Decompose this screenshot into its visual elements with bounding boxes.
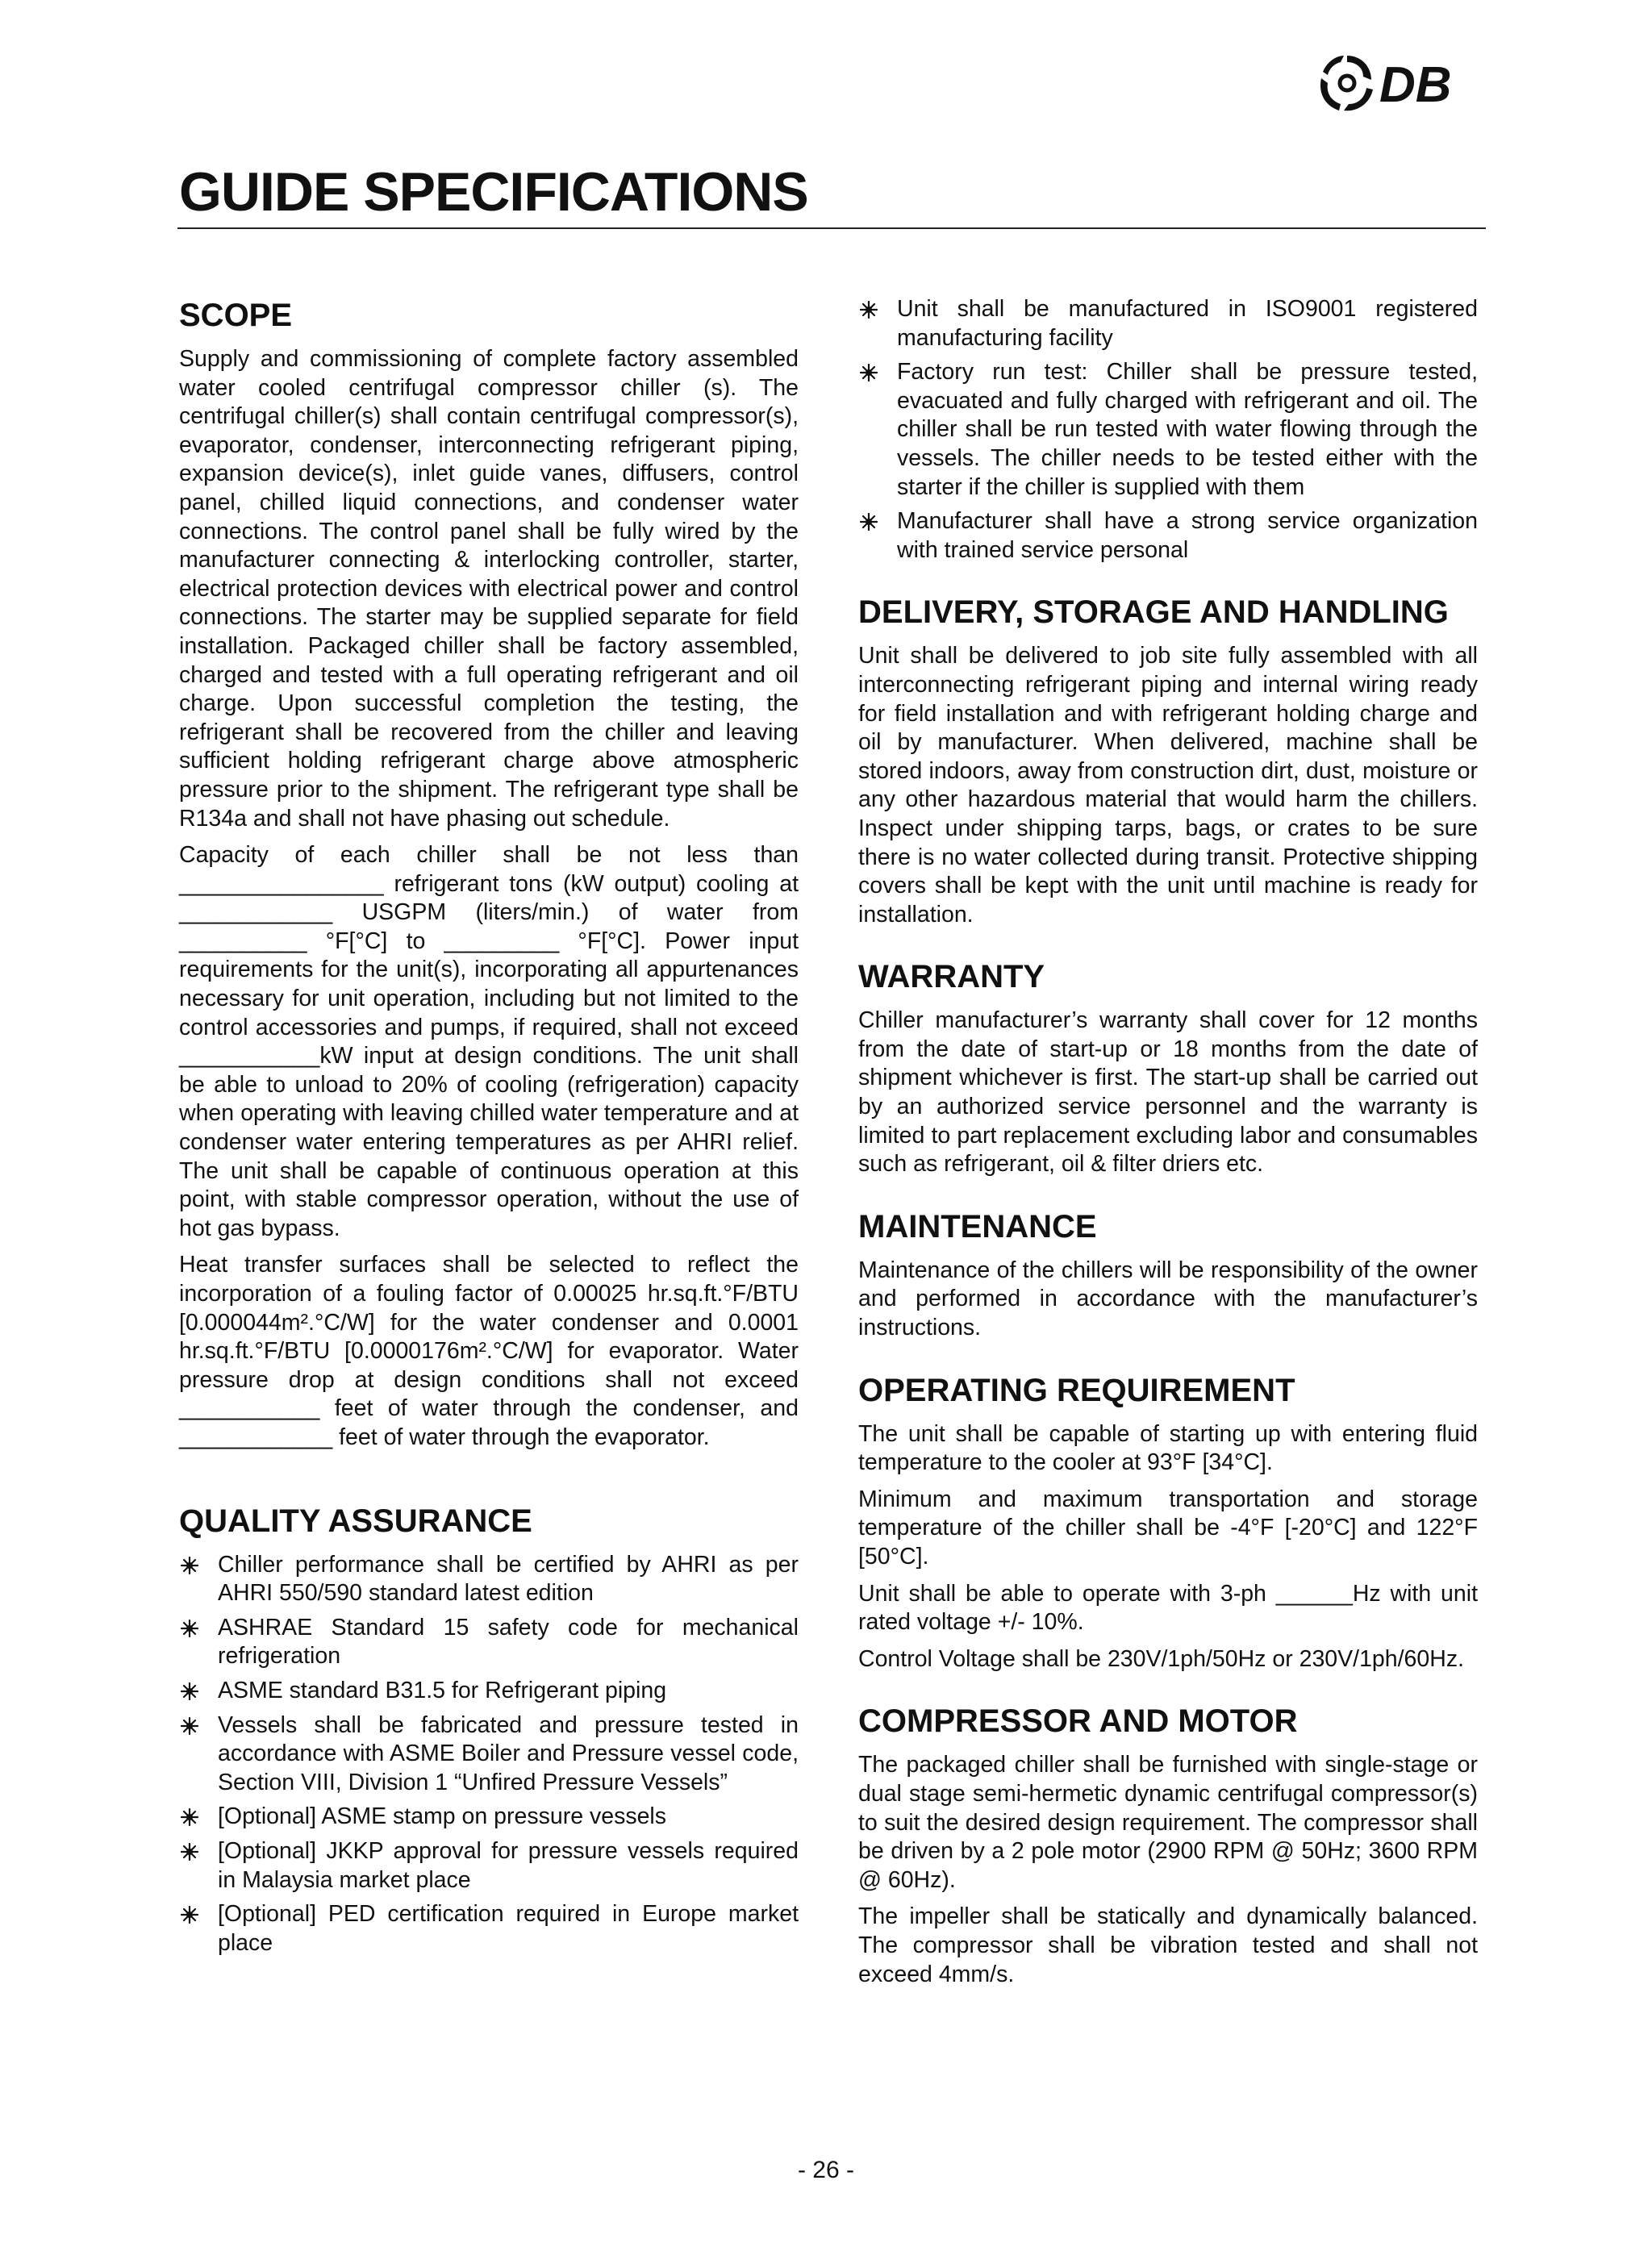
- snowflake-bullet-icon: [181, 1906, 198, 1924]
- operating-heading: OPERATING REQUIREMENT: [858, 1372, 1295, 1408]
- list-item-text: [Optional] JKKP approval for pressure vessels required in Malaysia market place: [218, 1837, 799, 1893]
- page-number: - 26 -: [797, 2157, 855, 2183]
- list-item: [858, 507, 1478, 565]
- list-item-text: Vessels shall be fabricated and pressure tested in accordance with ASME Boiler and Pressure vessel code, Section VIII, Division 1 “Unfired Pressure Vessels”: [218, 1711, 799, 1795]
- operating-section: [858, 1370, 1478, 1674]
- scope-paragraph: Heat transfer surfaces shall be selected to reflect the incorporation of a fouling factor of 0.00025 hr.sq.ft.°F/BTU [0.000044m².°C/W] for the water condenser and 0.0001 hr.sq.ft.°F/BTU [0.0000176m².°C/W] for evaporator. Water pressure drop at design conditions shall not exceed ___________ feet of water through the condenser, and ____________ feet of water through the evaporator.: [179, 1252, 799, 1450]
- snowflake-bullet-icon: [181, 1843, 198, 1861]
- brand-text: DB: [1379, 57, 1452, 113]
- warranty-section: [858, 957, 1478, 1179]
- list-item: [179, 1677, 799, 1706]
- scope-paragraph: Supply and commissioning of complete factory assembled water cooled centrifugal compressor chiller (s). The centrifugal chiller(s) shall contain centrifugal compressor(s), evaporator, condenser, interconnecting refrigerant piping, expansion device(s), inlet guide vanes, diffusers, control panel, chilled liquid connections, and condenser water connections. The control panel shall be fully wired by the manufacturer connecting & interlocking controller, starter, electrical protection devices with electrical power and control connections. The starter may be supplied separate for field installation. Packaged chiller shall be factory assembled, charged and tested with a full operating refrigerant and oil charge. Upon successful completion the testing, the refrigerant shall be recovered from the chiller and leaving sufficient holding refrigerant charge above atmospheric pressure prior to the shipment. The refrigerant type shall be R134a and shall not have phasing out schedule.: [179, 346, 799, 832]
- left-column: [179, 295, 799, 1985]
- scope-heading: SCOPE: [179, 298, 293, 333]
- company-logo: [1313, 47, 1483, 119]
- maintenance-section: [858, 1207, 1478, 1343]
- snowflake-bullet-icon: [860, 513, 878, 531]
- list-item-text: Factory run test: Chiller shall be pressure tested, evacuated and fully charged with refrigerant and oil. The chiller shall be run tested with water flowing through the vessels. The chiller needs to be tested either with the starter if the chiller is supplied with them: [897, 359, 1478, 500]
- list-item: [179, 1900, 799, 1957]
- list-item-text: ASHRAE Standard 15 safety code for mechanical refrigeration: [218, 1614, 799, 1670]
- compressor-section: [858, 1701, 1478, 1989]
- list-item-text: Manufacturer shall have a strong service organization with trained service personal: [897, 508, 1478, 563]
- list-item-text: [Optional] PED certification required in Europe market place: [218, 1901, 799, 1956]
- list-item-text: Unit shall be manufactured in ISO9001 registered manufacturing facility: [897, 296, 1478, 351]
- quality-continued-section: [858, 295, 1478, 565]
- warranty-heading: WARRANTY: [858, 959, 1045, 995]
- compressor-heading: COMPRESSOR AND MOTOR: [858, 1703, 1298, 1740]
- quality-section: [179, 1501, 799, 1958]
- snowflake-bullet-icon: [860, 364, 878, 381]
- snowflake-bullet-icon: [181, 1682, 198, 1700]
- right-column: [858, 295, 1478, 2016]
- delivery-paragraph: Unit shall be delivered to job site fully assembled with all interconnecting refrigerant piping and internal wiring ready for field installation and with refrigerant holding charge and oil by manufacturer. When delivered, machine shall be stored indoors, away from construction dirt, dust, moisture or any other hazardous material that would harm the chillers. Inspect under shipping tarps, bags, or crates to be sure there is no water collected during transit. Protective shipping covers shall be kept with the unit until machine is ready for installation.: [858, 643, 1478, 928]
- list-item: [858, 295, 1478, 352]
- title-divider: [177, 227, 1486, 229]
- list-item: [858, 358, 1478, 502]
- snowflake-bullet-icon: [860, 301, 878, 319]
- quality-list-continued: [858, 295, 1478, 565]
- compressor-paragraph: The impeller shall be statically and dynamically balanced. The compressor shall be vibration tested and shall not exceed 4mm/s.: [858, 1903, 1478, 1987]
- operating-paragraph: Unit shall be able to operate with 3-ph ______Hz with unit rated voltage +/- 10%.: [858, 1580, 1478, 1636]
- snowflake-bullet-icon: [181, 1620, 198, 1637]
- operating-paragraph: Control Voltage shall be 230V/1ph/50Hz or 230V/1ph/60Hz.: [858, 1645, 1465, 1672]
- operating-paragraph: Minimum and maximum transportation and storage temperature of the chiller shall be -4°F [-20°C] and 122°F [50°C].: [858, 1486, 1478, 1570]
- snowflake-bullet-icon: [181, 1717, 198, 1735]
- list-item: [179, 1551, 799, 1608]
- scope-paragraph: Capacity of each chiller shall be not less than ________________ refrigerant tons (kW output) cooling at ____________ USGPM (liters/min.) of water from __________ °F[°C] to _________ °F[°C]. Power input requirements for the unit(s), incorporating all appurtenances necessary for unit operation, including but not limited to the control accessories and pumps, if required, shall not exceed ___________kW input at design conditions. The unit shall be able to unload to 20% of cooling (refrigeration) capacity when operating with leaving chilled water temperature and at condenser water entering temperatures as per AHRI relief. The unit shall be capable of continuous operation at this point, with stable compressor operation, without the use of hot gas bypass.: [179, 842, 799, 1241]
- list-item-text: [Optional] ASME stamp on pressure vessels: [218, 1803, 667, 1830]
- maintenance-paragraph: Maintenance of the chillers will be responsibility of the owner and performed in accordance with the manufacturer’s instructions.: [858, 1257, 1478, 1341]
- warranty-paragraph: Chiller manufacturer’s warranty shall cover for 12 months from the date of start-up or 18 months from the date of shipment whichever is first. The start-up shall be carried out by an authorized service personnel and the warranty is limited to part replacement excluding labor and consumables such as refrigerant, oil & filter driers etc.: [858, 1007, 1478, 1178]
- operating-paragraph: The unit shall be capable of starting up with entering fluid temperature to the cooler at 93°F [34°C].: [858, 1420, 1478, 1476]
- quality-list: [179, 1551, 799, 1958]
- list-item-text: ASME standard B31.5 for Refrigerant piping: [218, 1677, 667, 1703]
- list-item: [179, 1837, 799, 1895]
- maintenance-heading: MAINTENANCE: [858, 1208, 1097, 1244]
- delivery-heading: DELIVERY, STORAGE AND HANDLING: [858, 594, 1449, 631]
- scope-section: [179, 295, 799, 1453]
- list-item: [179, 1711, 799, 1798]
- delivery-section: [858, 592, 1478, 929]
- swirl-logo-icon: [1320, 56, 1373, 110]
- snowflake-bullet-icon: [181, 1557, 198, 1574]
- quality-heading: QUALITY ASSURANCE: [179, 1503, 532, 1539]
- compressor-paragraph: The packaged chiller shall be furnished with single-stage or dual stage semi-hermetic dynamic centrifugal compressor(s) to suit the desired design requirement. The compressor shall be driven by a 2 pole motor (2900 RPM @ 50Hz; 3600 RPM @ 60Hz).: [858, 1752, 1478, 1893]
- page-title: GUIDE SPECIFICATIONS: [179, 161, 808, 223]
- list-item-text: Chiller performance shall be certified by AHRI as per AHRI 550/590 standard latest edition: [218, 1551, 799, 1607]
- snowflake-bullet-icon: [181, 1808, 198, 1826]
- list-item: [179, 1803, 799, 1832]
- list-item: [179, 1614, 799, 1671]
